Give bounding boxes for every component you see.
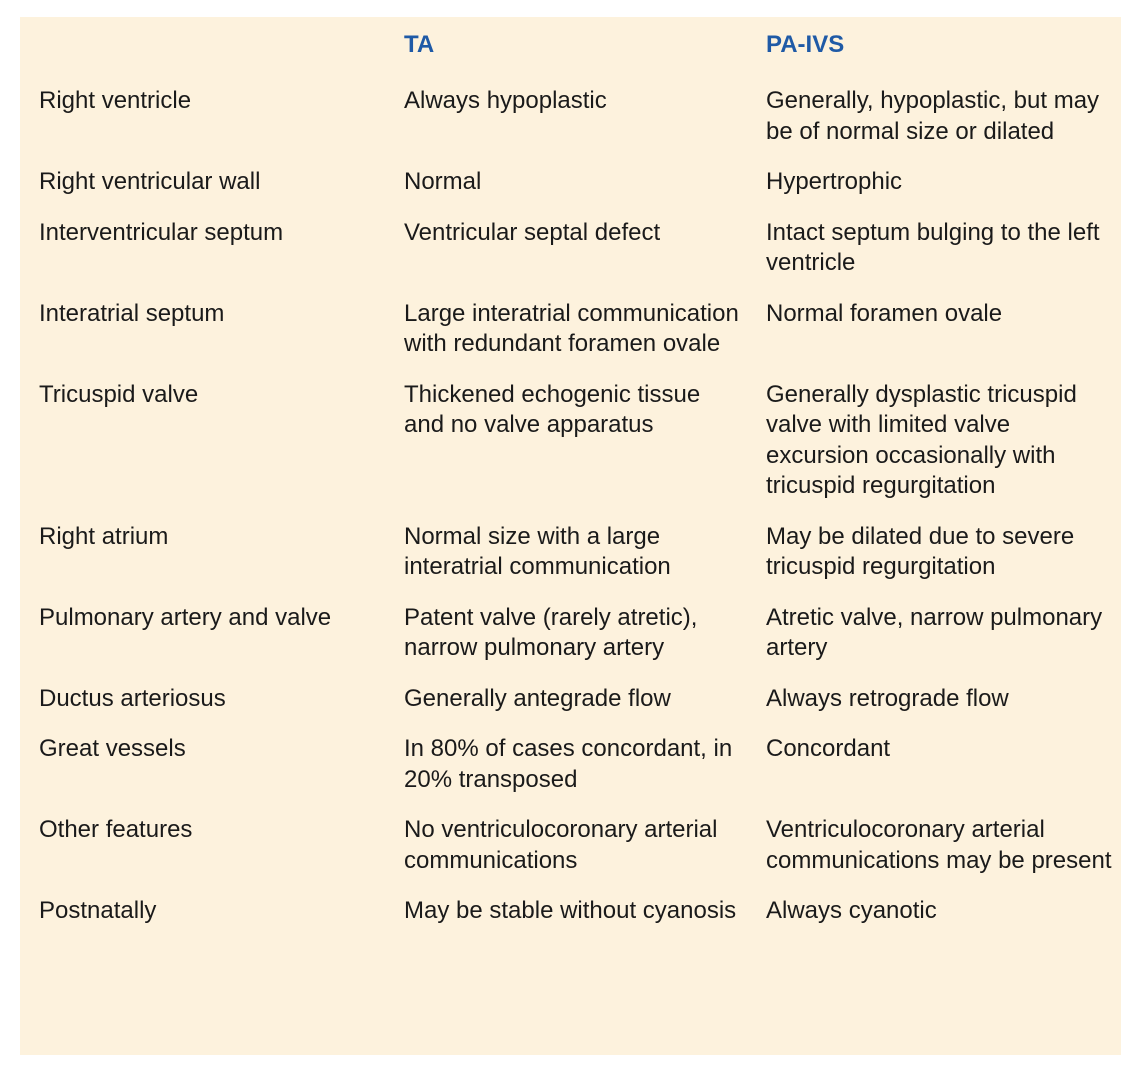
pa-ivs-cell: Intact septum bulging to the left ventricle — [766, 218, 1100, 276]
ta-cell: Ventricular septal defect — [404, 218, 661, 246]
ta-cell: Large interatrial communication with redundant foramen ovale — [404, 299, 739, 357]
ta-cell: No ventriculocoronary arterial communications — [404, 816, 718, 874]
header-row — [20, 17, 1121, 68]
feature-cell: Right atrium — [39, 522, 169, 550]
ta-cell: May be stable without cyanosis — [404, 897, 737, 924]
feature-cell: Interventricular septum — [39, 218, 284, 246]
table-row — [20, 147, 1121, 198]
table-row — [20, 583, 1121, 664]
feature-cell: Tricuspid valve — [39, 380, 199, 408]
ta-cell: In 80% of cases concordant, in 20% transposed — [404, 735, 733, 793]
pa-ivs-cell: Ventriculocoronary arterial communications may be present — [766, 816, 1112, 874]
pa-ivs-cell: May be dilated due to severe tricuspid regurgitation — [766, 522, 1075, 580]
table-row — [20, 502, 1121, 583]
pa-ivs-cell: Generally, hypoplastic, but may be of normal size or dilated — [766, 87, 1100, 145]
feature-cell: Right ventricular wall — [39, 168, 261, 195]
table-row — [20, 664, 1121, 715]
ta-cell: Always hypoplastic — [404, 87, 607, 114]
pa-ivs-cell: Concordant — [766, 735, 891, 762]
table-row — [20, 714, 1121, 795]
feature-cell: Postnatally — [39, 897, 157, 924]
table-row — [20, 198, 1121, 279]
table-row — [20, 876, 1121, 927]
comparison-table — [20, 17, 1121, 927]
pa-ivs-cell: Always cyanotic — [766, 897, 937, 924]
feature-cell: Other features — [39, 816, 193, 843]
feature-cell: Interatrial septum — [39, 299, 225, 327]
ta-cell: Thickened echogenic tissue and no valve apparatus — [404, 380, 701, 438]
ta-cell: Normal size with a large interatrial communication — [404, 522, 671, 580]
feature-cell: Ductus arteriosus — [39, 684, 226, 712]
ta-cell: Patent valve (rarely atretic), narrow pulmonary artery — [404, 603, 698, 661]
table-row — [20, 279, 1121, 360]
feature-cell: Right ventricle — [39, 87, 192, 114]
table-row — [20, 795, 1121, 876]
pa-ivs-cell: Atretic valve, narrow pulmonary artery — [766, 603, 1103, 661]
ta-cell: Normal — [404, 168, 482, 195]
feature-cell: Great vessels — [39, 735, 186, 762]
pa-ivs-cell: Always retrograde flow — [766, 684, 1009, 712]
pa-ivs-cell: Hypertrophic — [766, 168, 903, 195]
pa-ivs-cell: Normal foramen ovale — [766, 299, 1003, 327]
table-row — [20, 360, 1121, 502]
header-feature — [20, 17, 384, 68]
header-ta: TA — [404, 31, 435, 58]
feature-cell: Pulmonary artery and valve — [39, 603, 332, 631]
table-row — [20, 68, 1121, 147]
header-pa-ivs: PA-IVS — [766, 31, 845, 58]
pa-ivs-cell: Generally dysplastic tricuspid valve with limited valve excursion occasionally with tricuspid regurgitation — [766, 380, 1077, 499]
ta-cell: Generally antegrade flow — [404, 684, 671, 712]
